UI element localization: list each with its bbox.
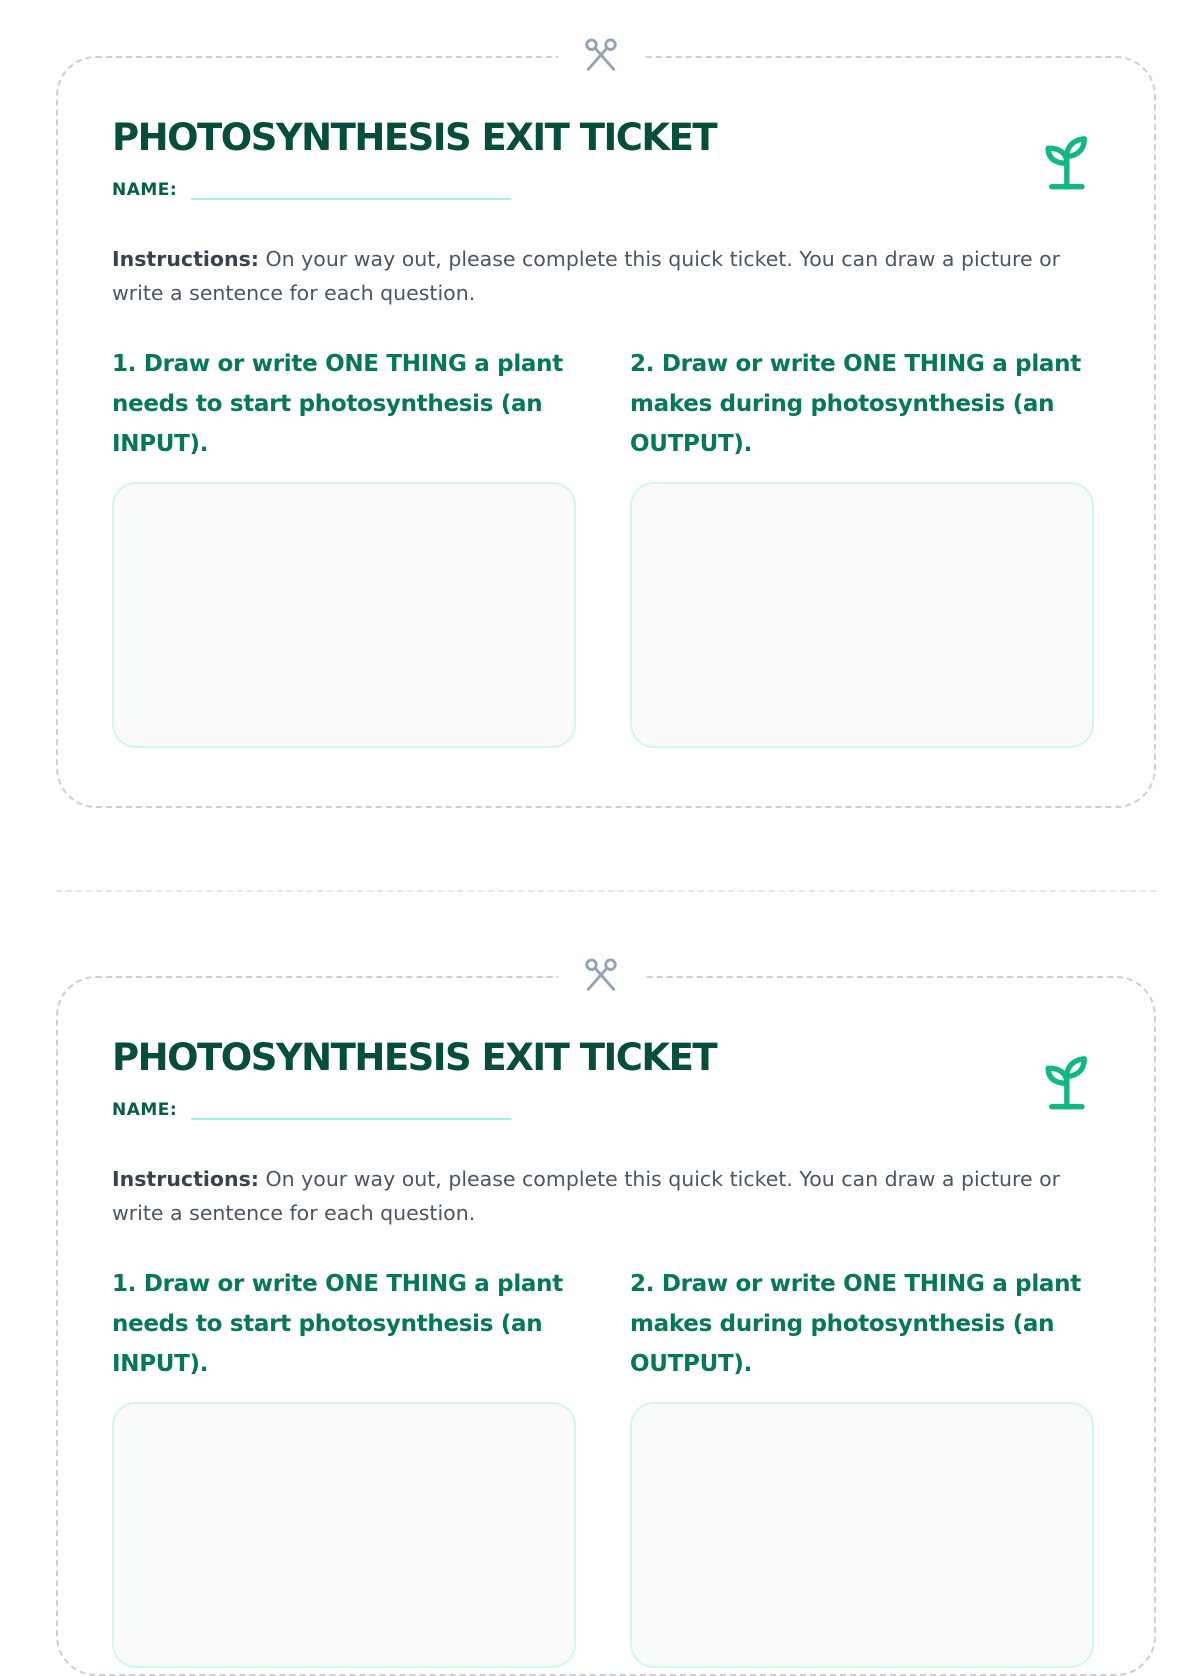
name-row <box>112 1100 511 1120</box>
ticket-title: PHOTOSYNTHESIS EXIT TICKET <box>112 1036 717 1079</box>
instructions-label: Instructions: <box>112 247 259 271</box>
question-1 <box>112 1264 578 1384</box>
question-1 <box>112 344 578 464</box>
instructions <box>112 242 1092 310</box>
instructions <box>112 1162 1092 1230</box>
name-field[interactable] <box>191 180 511 200</box>
answer-box-input[interactable] <box>112 1402 576 1668</box>
scissors-icon <box>558 952 644 998</box>
question-2 <box>630 1264 1096 1384</box>
ticket-title: PHOTOSYNTHESIS EXIT TICKET <box>112 116 717 159</box>
answer-box-output[interactable] <box>630 482 1094 748</box>
answer-box-input[interactable] <box>112 482 576 748</box>
instructions-label: Instructions: <box>112 1167 259 1191</box>
name-label: NAME: <box>112 180 178 200</box>
question-2-text: 2. Draw or write ONE THING a plant makes during photosynthesis (an OUTPUT). <box>630 351 1081 457</box>
answer-box-output[interactable] <box>630 1402 1094 1668</box>
question-2 <box>630 344 1096 464</box>
name-field[interactable] <box>191 1100 511 1120</box>
exit-ticket-1 <box>56 56 1156 808</box>
name-row <box>112 180 511 200</box>
question-2-text: 2. Draw or write ONE THING a plant makes during photosynthesis (an OUTPUT). <box>630 1271 1081 1377</box>
sprout-icon <box>1040 1050 1096 1112</box>
question-1-text: 1. Draw or write ONE THING a plant needs to start photosynthesis (an INPUT). <box>112 1271 563 1377</box>
cut-line-divider <box>56 890 1156 892</box>
question-1-text: 1. Draw or write ONE THING a plant needs to start photosynthesis (an INPUT). <box>112 351 563 457</box>
sprout-icon <box>1040 130 1096 192</box>
scissors-icon <box>558 32 644 78</box>
instructions-text: On your way out, please complete this quick ticket. You can draw a picture or write a sentence for each question. <box>112 1167 1061 1225</box>
name-label: NAME: <box>112 1100 178 1120</box>
instructions-text: On your way out, please complete this quick ticket. You can draw a picture or write a sentence for each question. <box>112 247 1061 305</box>
exit-ticket-2 <box>56 976 1156 1676</box>
